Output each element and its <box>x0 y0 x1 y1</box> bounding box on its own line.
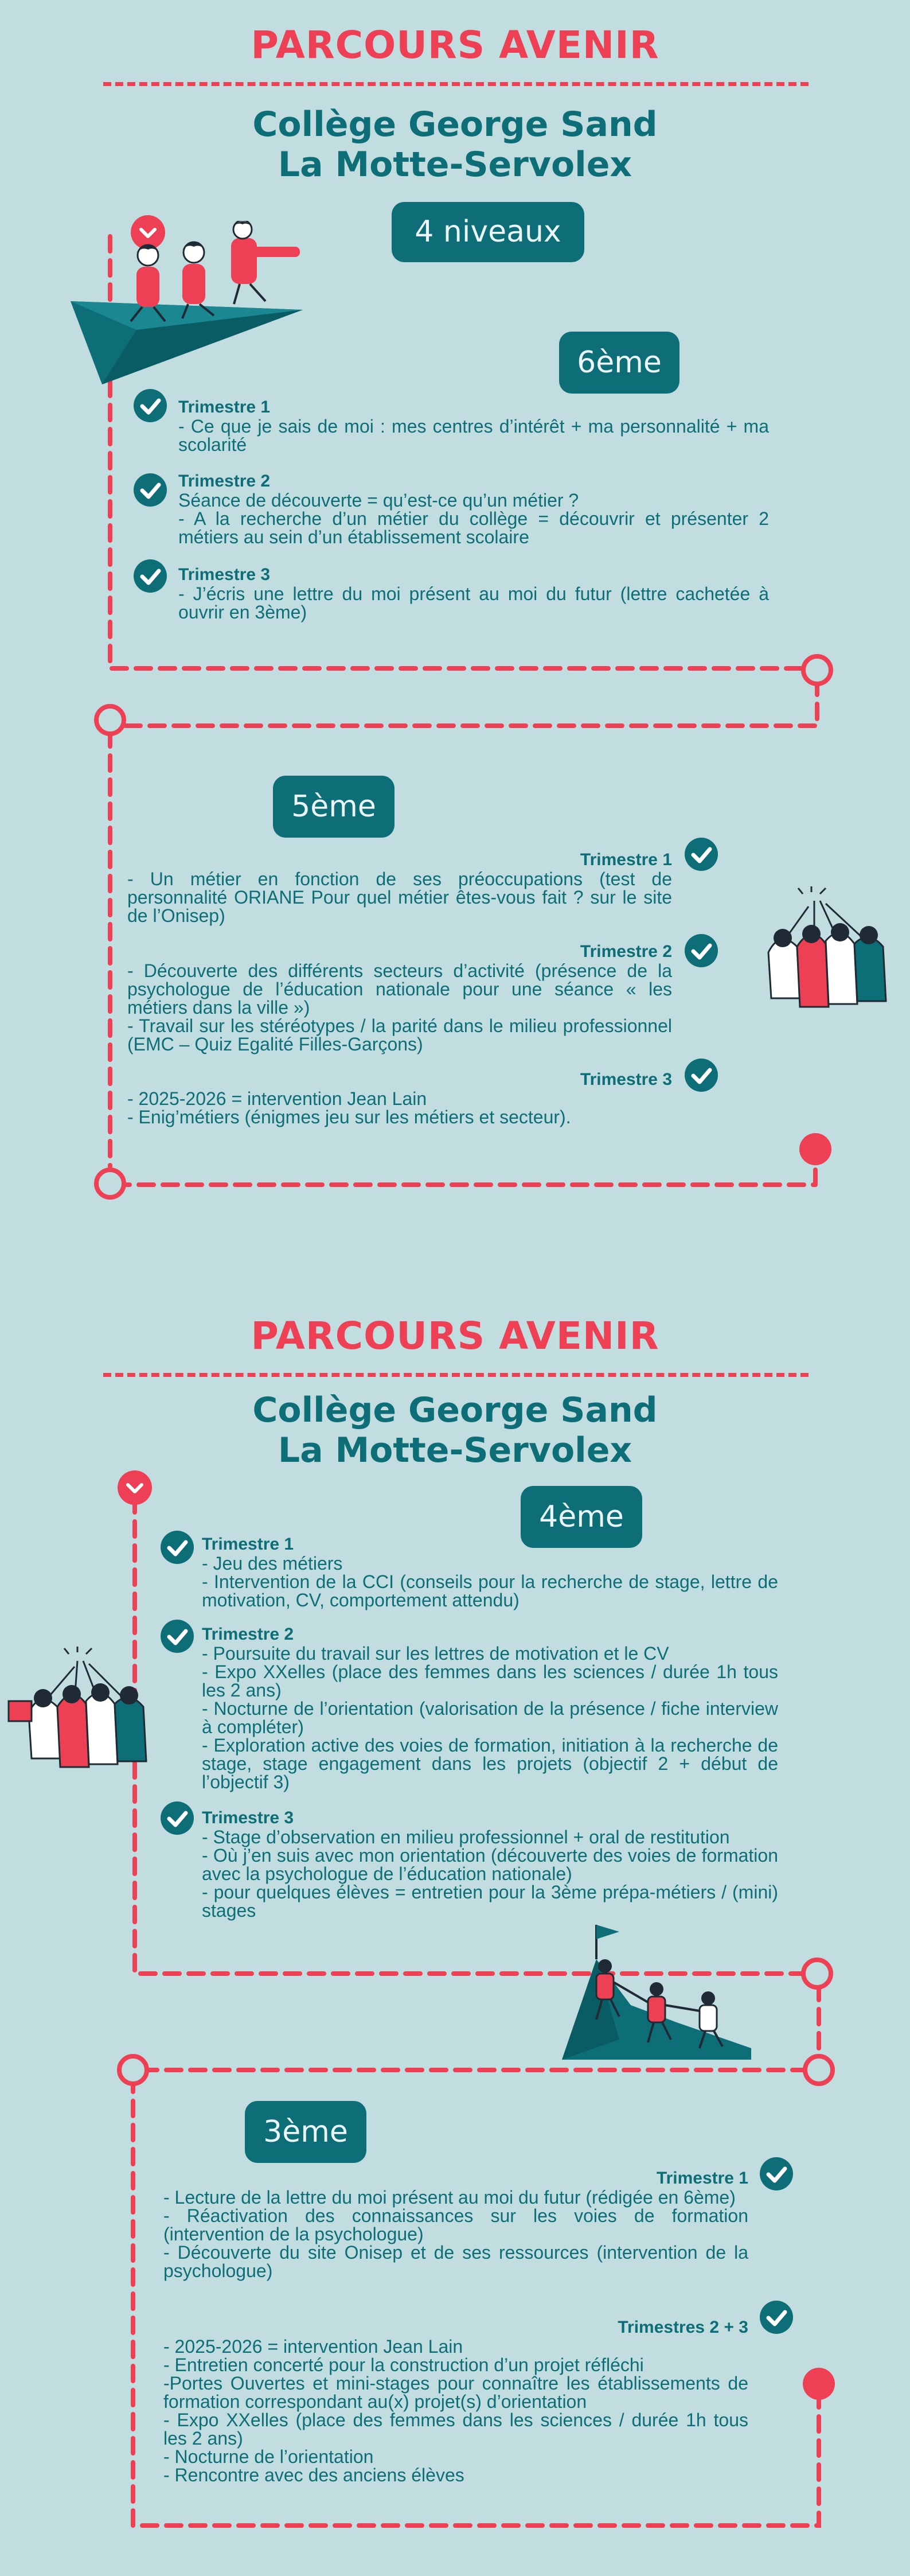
trimestre-text: - 2025-2026 = intervention Jean Lain <box>163 2336 463 2357</box>
trimestre-text: - Où j’en suis avec mon orientation (découverte des voies de formation avec la psychologue de l’éducation nationale) <box>202 1845 778 1884</box>
sixieme-trimestre-1 <box>178 398 769 454</box>
trimestre-text: -Portes Ouvertes et mini-stages pour connaître les établissements de formation correspondant au(x) projet(s) d’orientation <box>163 2373 748 2412</box>
title-divider <box>103 82 809 86</box>
college-line-1: Collège George Sand <box>252 104 658 145</box>
trimestre-text: - 2025-2026 = intervention Jean Lain <box>127 1088 427 1109</box>
level-badge-3eme: 3ème <box>245 2101 366 2163</box>
trimestre-title: Trimestre 1 <box>178 398 271 417</box>
trimestre-text: - pour quelques élèves = entretien pour la 3ème prépa-métiers / (mini) stages <box>202 1882 778 1921</box>
check-icon <box>760 2301 793 2334</box>
college-line-1: Collège George Sand <box>252 1390 658 1430</box>
trimestre-text: - Exploration active des voies de formation, initiation à la recherche de stage, stage engagement dans les projets (objectif 2 + début de l’objectif 3) <box>202 1735 778 1792</box>
trimestre-title: Trimestre 1 <box>202 1535 294 1554</box>
cinquieme-trimestre-1 <box>127 850 672 925</box>
trimestre-text: - Ce que je sais de moi : mes centres d’intérêt + ma personnalité + ma scolarité <box>178 416 769 455</box>
trimestre-text: - Expo XXelles (place des femmes dans les sciences / durée 1h tous les 2 ans) <box>202 1661 778 1701</box>
trimestre-text: - Travail sur les stéréotypes / la parité dans le milieu professionnel (EMC – Quiz Egalité Filles-Garçons) <box>127 1015 672 1054</box>
sixieme-trimestre-3 <box>178 565 769 621</box>
trimestre-title: Trimestres 2 + 3 <box>618 2318 748 2337</box>
trimestre-text: Séance de découverte = qu’est-ce qu’un métier ? <box>178 490 579 511</box>
check-icon <box>760 2157 793 2190</box>
trimestre-text: - J’écris une lettre du moi présent au moi du futur (lettre cachetée à ouvrir en 3ème) <box>178 583 769 622</box>
trimestre-text: - Jeu des métiers <box>202 1553 343 1574</box>
trimestre-text: - Poursuite du travail sur les lettres de motivation et le CV <box>202 1643 669 1664</box>
college-line-2: La Motte-Servolex <box>278 145 632 185</box>
title-divider <box>103 1373 809 1377</box>
trimestre-text: - Enig’métiers (énigmes jeu sur les métiers et secteur). <box>127 1107 571 1127</box>
mountain-flag-illustration <box>562 1925 751 2060</box>
trimestre-text: - Stage d’observation en milieu professionnel + oral de restitution <box>202 1827 730 1847</box>
trimestre-title: Trimestre 2 <box>202 1625 294 1644</box>
trimestre-text: - Expo XXelles (place des femmes dans les sciences / durée 1h tous les 2 ans) <box>163 2410 748 2449</box>
college-name <box>0 104 910 185</box>
check-icon <box>685 934 718 967</box>
trimestre-text: - Découverte du site Onisep et de ses ressources (intervention de la psychologue) <box>163 2242 748 2281</box>
check-icon <box>161 1531 194 1564</box>
cinquieme-trimestre-2 <box>127 942 672 1053</box>
trimestre-text: - Lecture de la lettre du moi présent au moi du futur (rédigée en 6ème) <box>163 2187 736 2208</box>
trimestre-text: - Entretien concerté pour la construction d’un projet réfléchi <box>163 2355 644 2375</box>
trimestre-text: - Nocturne de l’orientation (valorisation de la présence / fiche interview à compléter) <box>202 1698 778 1737</box>
college-name <box>0 1390 910 1470</box>
quatrieme-trimestre-2 <box>202 1625 778 1791</box>
college-line-2: La Motte-Servolex <box>278 1430 632 1470</box>
check-icon <box>685 1059 718 1092</box>
level-badge-5eme: 5ème <box>273 776 395 838</box>
check-icon <box>161 1801 194 1835</box>
trimestre-text: - Un métier en fonction de ses préoccupations (test de personnalité ORIANE Pour quel métier êtes-vous fait ? sur le site de l’Onisep) <box>127 869 672 926</box>
sixieme-trimestre-2 <box>178 472 769 546</box>
levels-badge: 4 niveaux <box>392 202 584 262</box>
trimestre-text: - Nocturne de l’orientation <box>163 2446 374 2467</box>
trimestre-title: Trimestre 1 <box>580 850 672 869</box>
trimestre-text: - Réactivation des connaissances sur les voies de formation (intervention de la psychologue) <box>163 2205 748 2244</box>
troisieme-trimestre-1 <box>163 2169 748 2280</box>
trimestre-title: Trimestre 2 <box>178 472 271 491</box>
page-title: PARCOURS AVENIR <box>251 23 659 67</box>
trimestre-title: Trimestre 2 <box>580 942 672 961</box>
trimestre-text: - Rencontre avec des anciens élèves <box>163 2465 464 2485</box>
trimestre-text: - A la recherche d’un métier du collège = découvrir et présenter 2 métiers au sein d’un établissement scolaire <box>178 508 769 547</box>
page-title: PARCOURS AVENIR <box>251 1314 659 1358</box>
level-badge-4eme: 4ème <box>521 1486 642 1548</box>
check-icon <box>685 838 718 871</box>
level-badge-6eme: 6ème <box>559 332 679 394</box>
cinquieme-trimestre-3 <box>127 1070 672 1126</box>
trimestre-title: Trimestre 1 <box>656 2169 748 2188</box>
check-icon <box>134 559 167 593</box>
trimestre-title: Trimestre 3 <box>580 1070 672 1089</box>
trimestre-title: Trimestre 3 <box>202 1808 294 1827</box>
team-high-five-illustration <box>745 884 895 1021</box>
trimestre-title: Trimestre 3 <box>178 565 271 584</box>
team-high-five-illustration <box>6 1644 172 1781</box>
check-icon <box>134 389 167 422</box>
trimestre-text: - Intervention de la CCI (conseils pour la recherche de stage, lettre de motivation, CV, comportement attendu) <box>202 1571 778 1610</box>
quatrieme-trimestre-3 <box>202 1808 778 1920</box>
check-icon <box>134 473 167 507</box>
chevron-down-icon <box>118 1470 152 1505</box>
trimestre-text: - Découverte des différents secteurs d’activité (présence de la psychologue de l’éducation nationale pour une séance « les métiers dans la ville ») <box>127 960 672 1018</box>
troisieme-trimestres-2-3 <box>163 2318 748 2484</box>
paper-plane-illustration <box>68 221 308 387</box>
quatrieme-trimestre-1 <box>202 1535 778 1609</box>
